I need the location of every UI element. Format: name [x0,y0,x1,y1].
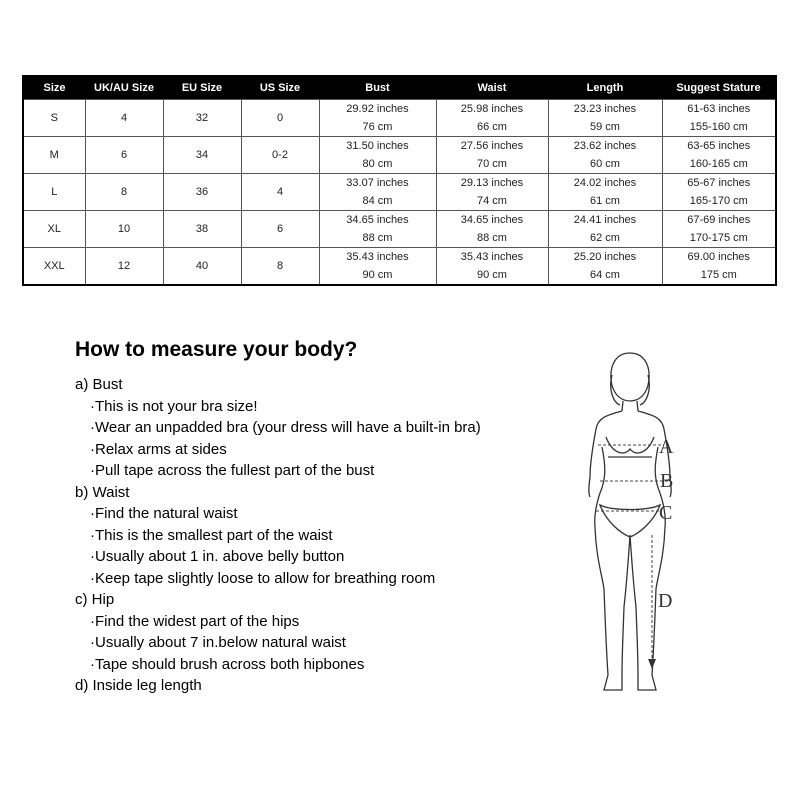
stature-cm: 155-160 cm [689,121,748,133]
column-header: EU Size [163,76,241,100]
cell-us: 0 [241,100,319,137]
label-d: D [658,590,673,612]
column-header: Length [548,76,662,100]
guide-section: a) Bust [75,376,123,393]
cell-bust [319,174,436,211]
guide-item: ·Wear an unpadded bra (your dress will have a built-in bra) [90,419,481,436]
cell-eu: 40 [163,248,241,286]
feet-outline [604,675,656,690]
waist-cm: 90 cm [477,269,507,281]
length-cm: 60 cm [590,158,620,170]
guide-section: b) Waist [75,483,130,501]
waist-inches: 34.65 inches [460,214,524,226]
neck-outline [622,401,638,411]
cell-waist [436,211,548,248]
column-header: US Size [241,76,319,100]
guide-item: ·This is the smallest part of the waist [90,526,333,544]
cell-size: M [23,137,85,174]
cell-waist [436,137,548,174]
stature-cm: 170-175 cm [689,232,748,244]
cell-uk: 10 [85,211,163,248]
body-measurement-figure [560,345,700,705]
length-inches: 23.62 inches [573,140,637,152]
waist-cm: 74 cm [477,195,507,207]
cell-length [548,137,662,174]
cell-stature [662,248,776,286]
column-header: Size [23,76,85,100]
cell-uk: 8 [85,174,163,211]
guide-item: ·Keep tape slightly loose to allow for breathing room [90,569,436,587]
cell-us: 6 [241,211,319,248]
waist-inches: 27.56 inches [460,140,524,152]
stature-inches: 69.00 inches [687,251,750,263]
cell-uk: 12 [85,248,163,286]
cell-length [548,174,662,211]
table-row [23,211,776,248]
measure-guide [75,374,481,697]
cell-eu: 38 [163,211,241,248]
cell-stature [662,100,776,137]
guide-item: ·This is not your bra size! [90,397,258,415]
cell-uk: 6 [85,137,163,174]
bust-inches: 35.43 inches [346,251,409,263]
length-inches: 25.20 inches [573,251,637,263]
cell-bust [319,137,436,174]
cell-eu: 36 [163,174,241,211]
bust-cm: 90 cm [362,269,393,281]
stature-inches: 61-63 inches [687,103,751,115]
table-row [23,100,776,137]
waist-inches: 25.98 inches [460,103,524,115]
stature-inches: 67-69 inches [687,214,751,226]
cell-size: S [23,100,85,137]
table-row [23,248,776,286]
cell-stature [662,137,776,174]
guide-item: ·Find the widest part of the hips [90,612,300,630]
waist-cm: 66 cm [477,121,507,133]
length-inches: 23.23 inches [573,103,637,115]
length-inches: 24.41 inches [573,214,637,226]
bust-inches: 33.07 inches [346,177,409,189]
table-header-row [23,76,776,100]
stature-inches: 65-67 inches [687,177,751,189]
bra-outline [606,437,654,457]
cell-us: 0-2 [241,137,319,174]
cell-us: 4 [241,174,319,211]
label-a: A [659,436,674,458]
length-cm: 61 cm [590,195,620,207]
label-b: B [660,470,674,492]
length-cm: 64 cm [590,269,620,281]
bust-cm: 88 cm [362,232,393,244]
cell-waist [436,248,548,286]
guide-item: ·Usually about 7 in.below natural waist [90,634,346,651]
label-c: C [659,502,673,524]
cell-size: L [23,174,85,211]
waist-cm: 88 cm [477,232,507,244]
cell-length [548,100,662,137]
brief-outline [600,505,660,537]
bust-cm: 84 cm [362,195,393,207]
inside-leg-arrow-icon [648,659,656,669]
bust-inches: 34.65 inches [346,214,409,226]
cell-bust [319,100,436,137]
guide-item: ·Relax arms at sides [90,440,227,458]
table-body [23,100,776,286]
length-cm: 62 cm [590,232,620,244]
table-row [23,137,776,174]
head-outline [611,353,649,401]
size-chart-table [22,75,777,286]
cell-length [548,211,662,248]
cell-us: 8 [241,248,319,286]
waist-cm: 70 cm [477,158,507,170]
guide-section: d) Inside leg length [75,677,202,694]
stature-cm: 175 cm [700,269,737,281]
guide-item: ·Usually about 1 in. above belly button [90,548,345,565]
waist-inches: 29.13 inches [460,177,524,189]
stature-cm: 165-170 cm [689,195,748,207]
column-header: Suggest Stature [662,76,776,100]
cell-stature [662,211,776,248]
waist-inches: 35.43 inches [460,251,524,263]
cell-uk: 4 [85,100,163,137]
guide-title: How to measure your body? [75,338,358,361]
guide-section: c) Hip [75,591,115,608]
cell-eu: 34 [163,137,241,174]
cell-bust [319,248,436,286]
bust-cm: 76 cm [362,121,393,133]
cell-bust [319,211,436,248]
cell-stature [662,174,776,211]
bust-inches: 31.50 inches [346,140,409,152]
stature-inches: 63-65 inches [687,140,751,152]
bust-cm: 80 cm [362,158,393,170]
cell-eu: 32 [163,100,241,137]
column-header: UK/AU Size [85,76,163,100]
length-cm: 59 cm [590,121,620,133]
guide-item: ·Find the natural waist [90,505,238,522]
column-header: Bust [319,76,436,100]
stature-cm: 160-165 cm [689,158,748,170]
cell-size: XL [23,211,85,248]
guide-item: ·Tape should brush across both hipbones [90,655,365,673]
cell-length [548,248,662,286]
cell-waist [436,174,548,211]
cell-size: XXL [23,248,85,286]
bust-inches: 29.92 inches [346,103,409,115]
cell-waist [436,100,548,137]
table-row [23,174,776,211]
guide-item: ·Pull tape across the fullest part of the bust [90,462,375,479]
length-inches: 24.02 inches [573,177,637,189]
column-header: Waist [436,76,548,100]
